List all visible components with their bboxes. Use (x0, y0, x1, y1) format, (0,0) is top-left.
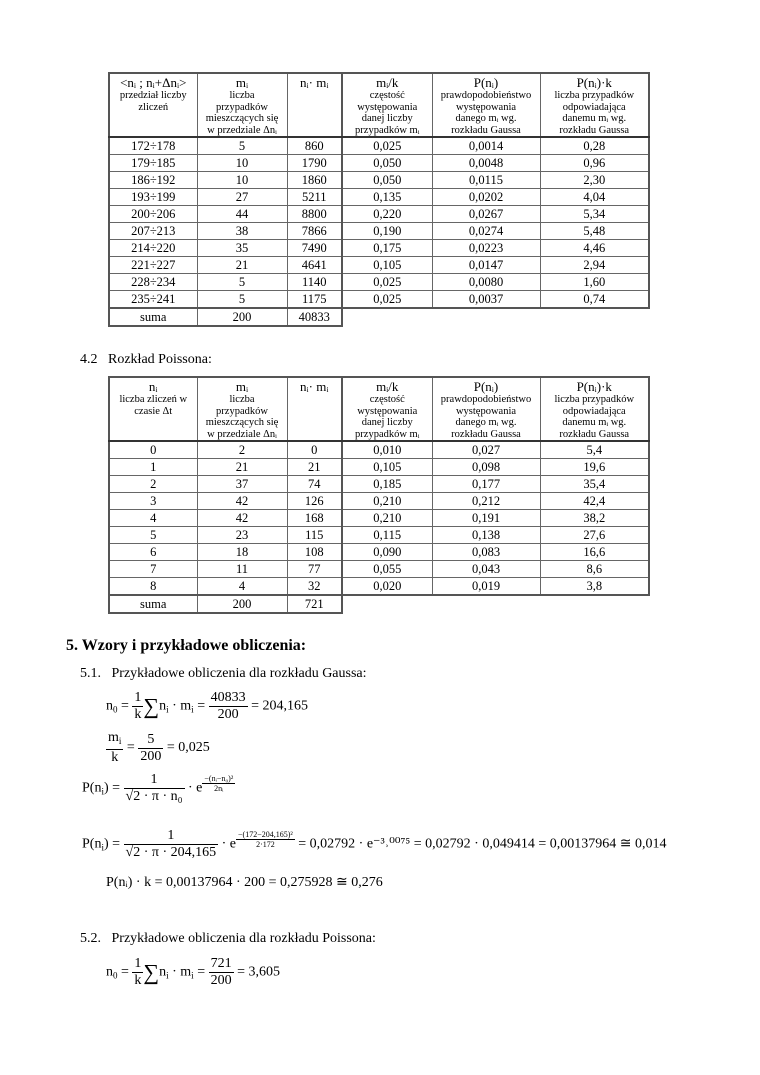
table-cell: 0,0274 (432, 223, 540, 240)
header-subtitle: liczba przypadków (554, 90, 635, 102)
poisson-table (108, 376, 650, 614)
table-cell: 0,019 (432, 578, 540, 596)
table-cell: 5 (197, 137, 287, 155)
header-title: nᵢ· mᵢ (300, 379, 329, 394)
table-cell: 0,027 (432, 441, 540, 459)
header-subtitle: przypadków (216, 405, 268, 417)
table-cell: 0,0147 (432, 257, 540, 274)
table-row (109, 291, 649, 309)
table-cell: 1175 (287, 291, 342, 309)
table-cell: 38,2 (540, 510, 649, 527)
table-cell: 0,083 (432, 544, 540, 561)
header-subtitle: częstość (369, 90, 405, 102)
header-subtitle: przypadków (216, 101, 268, 113)
table-cell: 3 (109, 493, 197, 510)
table-cell: 0,74 (540, 291, 649, 309)
header-subtitle: występowania (357, 405, 418, 417)
table-cell: 23 (197, 527, 287, 544)
table-row (109, 578, 649, 596)
table-cell: 74 (287, 476, 342, 493)
table-cell: 4 (109, 510, 197, 527)
table-cell: 27 (197, 189, 287, 206)
empty-cell (342, 595, 432, 613)
table-cell: 35,4 (540, 476, 649, 493)
table-cell: 1 (109, 459, 197, 476)
table-cell: 8 (109, 578, 197, 596)
table-cell: 5 (109, 527, 197, 544)
table-row (109, 544, 649, 561)
table-cell: 221÷227 (109, 257, 197, 274)
table-cell: 193÷199 (109, 189, 197, 206)
table-cell: 35 (197, 240, 287, 257)
table-cell: 0,055 (342, 561, 432, 578)
header-title: mᵢ/k (376, 75, 399, 90)
header-subtitle: danemu mᵢ wg. (562, 417, 627, 429)
empty-cell (342, 308, 432, 326)
table-cell: 5,34 (540, 206, 649, 223)
table-cell: 1790 (287, 155, 342, 172)
header-subtitle: liczba (229, 394, 255, 406)
table-cell: 5 (197, 274, 287, 291)
header-title: mᵢ/k (376, 379, 399, 394)
table-row (109, 441, 649, 459)
table-cell: 5 (197, 291, 287, 309)
header-title: nᵢ· mᵢ (300, 75, 329, 90)
table-cell: 2,94 (540, 257, 649, 274)
table-cell: 235÷241 (109, 291, 197, 309)
column-header (197, 73, 287, 137)
table-row (109, 206, 649, 223)
table-cell: 0,0048 (432, 155, 540, 172)
sum-cell: suma (109, 308, 197, 326)
table-cell: 0,090 (342, 544, 432, 561)
header-subtitle: rozkładu Gaussa (559, 124, 630, 136)
header-subtitle: danej liczby (361, 417, 413, 429)
table-cell: 0,025 (342, 291, 432, 309)
table-row (109, 561, 649, 578)
table-cell: 37 (197, 476, 287, 493)
table-cell: 0 (109, 441, 197, 459)
column-header (540, 73, 649, 137)
column-header (197, 377, 287, 441)
table-cell: 4,04 (540, 189, 649, 206)
table-cell: 8800 (287, 206, 342, 223)
header-subtitle: prawdopodobieństwo (440, 394, 532, 406)
table-cell: 16,6 (540, 544, 649, 561)
header-subtitle: mieszczących się (205, 113, 279, 125)
header-subtitle: rozkładu Gaussa (451, 124, 521, 136)
table-cell: 5211 (287, 189, 342, 206)
table-cell: 0,28 (540, 137, 649, 155)
header-title: P(nᵢ)·k (576, 75, 612, 90)
table-cell: 860 (287, 137, 342, 155)
table-row (109, 274, 649, 291)
table-cell: 3,8 (540, 578, 649, 596)
header-subtitle: występowania (455, 405, 517, 417)
header-subtitle: czasie Δt (134, 405, 173, 417)
table-cell: 27,6 (540, 527, 649, 544)
table-cell: 0,0115 (432, 172, 540, 189)
empty-cell (432, 595, 540, 613)
header-subtitle: liczba przypadków (554, 394, 635, 406)
column-header (342, 377, 432, 441)
header-title: nᵢ (148, 379, 158, 394)
table-cell: 4 (197, 578, 287, 596)
header-subtitle: danemu mᵢ wg. (562, 113, 627, 125)
empty-cell (432, 308, 540, 326)
table-cell: 19,6 (540, 459, 649, 476)
header-subtitle: przypadków mᵢ (355, 428, 420, 440)
table-cell: 5,48 (540, 223, 649, 240)
sum-row (109, 308, 649, 326)
sum-cell: 721 (287, 595, 342, 613)
table-cell: 1,60 (540, 274, 649, 291)
table-cell: 172÷178 (109, 137, 197, 155)
column-header (109, 73, 197, 137)
table-cell: 0,0037 (432, 291, 540, 309)
table-row (109, 510, 649, 527)
table-cell: 0,0080 (432, 274, 540, 291)
table-cell: 1860 (287, 172, 342, 189)
table-cell: 168 (287, 510, 342, 527)
header-subtitle: liczba zliczeń w (119, 394, 188, 406)
table-cell: 5,4 (540, 441, 649, 459)
table-cell: 42 (197, 493, 287, 510)
table-row (109, 137, 649, 155)
table-cell: 207÷213 (109, 223, 197, 240)
header-subtitle: odpowiadająca (562, 101, 626, 113)
column-header (342, 73, 432, 137)
table-cell: 21 (197, 257, 287, 274)
table-cell: 32 (287, 578, 342, 596)
column-header (287, 377, 342, 441)
header-subtitle: danego mᵢ wg. (455, 417, 517, 429)
table-row (109, 476, 649, 493)
table-cell: 0,050 (342, 172, 432, 189)
header-subtitle: występowania (357, 101, 418, 113)
table-row (109, 493, 649, 510)
table-cell: 7490 (287, 240, 342, 257)
sum-cell: 200 (197, 595, 287, 613)
table-row (109, 155, 649, 172)
header-subtitle: danego mᵢ wg. (455, 113, 517, 125)
column-header (432, 73, 540, 137)
table-cell: 21 (287, 459, 342, 476)
table-cell: 4641 (287, 257, 342, 274)
formula-pk: P(nᵢ) · k = 0,00137964 · 200 = 0,275928 ≅ 0,276 (106, 875, 383, 890)
table-cell: 77 (287, 561, 342, 578)
column-header (540, 377, 649, 441)
table-cell: 6 (109, 544, 197, 561)
column-header (109, 377, 197, 441)
table-cell: 0,96 (540, 155, 649, 172)
table-cell: 0,020 (342, 578, 432, 596)
header-title: mᵢ (235, 75, 249, 90)
table-row (109, 240, 649, 257)
table-cell: 0,105 (342, 459, 432, 476)
table-cell: 0,010 (342, 441, 432, 459)
table-cell: 0,0267 (432, 206, 540, 223)
table-cell: 0,212 (432, 493, 540, 510)
table-cell: 10 (197, 155, 287, 172)
header-title: P(nᵢ) (473, 379, 499, 394)
table-cell: 214÷220 (109, 240, 197, 257)
table-cell: 0,175 (342, 240, 432, 257)
table-cell: 0,025 (342, 137, 432, 155)
subsection-5-2: 5.2. Przykładowe obliczenia dla rozkładu Poissona: (80, 931, 376, 946)
table-cell: 0,210 (342, 493, 432, 510)
header-subtitle: występowania (455, 101, 517, 113)
header-subtitle: częstość (369, 394, 405, 406)
table-cell: 0,220 (342, 206, 432, 223)
sum-cell: suma (109, 595, 197, 613)
header-subtitle: w przedziale Δnᵢ (207, 428, 277, 440)
table-cell: 7 (109, 561, 197, 578)
sum-cell: 200 (197, 308, 287, 326)
table-cell: 0,177 (432, 476, 540, 493)
table-cell: 2 (197, 441, 287, 459)
table-cell: 11 (197, 561, 287, 578)
table-row (109, 189, 649, 206)
table-row (109, 172, 649, 189)
table-cell: 38 (197, 223, 287, 240)
table-cell: 42,4 (540, 493, 649, 510)
table-cell: 0,210 (342, 510, 432, 527)
header-subtitle: zliczeń (138, 101, 169, 113)
table-cell: 0,138 (432, 527, 540, 544)
sum-cell: 40833 (287, 308, 342, 326)
table-cell: 42 (197, 510, 287, 527)
section-5-title: 5. Wzory i przykładowe obliczenia: (66, 637, 307, 654)
table-cell: 0,0202 (432, 189, 540, 206)
table-cell: 115 (287, 527, 342, 544)
header-title: mᵢ (235, 379, 249, 394)
subsection-5-1: 5.1. Przykładowe obliczenia dla rozkładu Gaussa: (80, 666, 367, 681)
table-cell: 21 (197, 459, 287, 476)
table-cell: 0,191 (432, 510, 540, 527)
formula-n0-poisson: $n_0$ = $\frac{1}{k}$ $\sum n_i \cdot m_i$ = $\frac{721}{200}$ = 3,605 (106, 956, 280, 988)
table-cell: 200÷206 (109, 206, 197, 223)
table-cell: 10 (197, 172, 287, 189)
header-title: P(nᵢ)·k (576, 379, 612, 394)
table-cell: 8,6 (540, 561, 649, 578)
formula-p-numeric: $P(n_i)$ = $\frac{1}{√2 \cdot \pi \cdot 204,165}$ · e $^{\frac{\text{−(172−204,165)²}}{2\cdot 172}}$ = 0,02792 · e⁻³˒⁰⁰⁷⁵ = 0,02792 · 0,049414 = 0,00137964 ≅ 0,014 (82, 828, 667, 860)
header-subtitle: liczba (229, 90, 255, 102)
table-cell: 0,025 (342, 274, 432, 291)
table-row (109, 527, 649, 544)
table-cell: 0,0014 (432, 137, 540, 155)
table-cell: 179÷185 (109, 155, 197, 172)
table-row (109, 223, 649, 240)
table-cell: 0 (287, 441, 342, 459)
table-row (109, 257, 649, 274)
header-subtitle: przedział liczby (119, 90, 187, 102)
formula-p-general: $P(n_i)$ = $\frac{1}{\text{√2 · π · n₀}}$ · e $^{\frac{\text{−(nᵢ−n₀)²}}{\text{2nᵢ}}}$ (82, 772, 234, 804)
table-cell: 44 (197, 206, 287, 223)
table-cell: 2,30 (540, 172, 649, 189)
header-title: <nᵢ ; nᵢ+Δnᵢ> (120, 75, 187, 90)
header-subtitle: danej liczby (361, 113, 413, 125)
header-subtitle: prawdopodobieństwo (440, 90, 532, 102)
empty-cell (540, 308, 649, 326)
header-title: P(nᵢ) (473, 75, 499, 90)
table-cell: 126 (287, 493, 342, 510)
table-cell: 0,190 (342, 223, 432, 240)
header-subtitle: mieszczących się (205, 417, 279, 429)
table-cell: 0,135 (342, 189, 432, 206)
table-cell: 0,043 (432, 561, 540, 578)
table-cell: 228÷234 (109, 274, 197, 291)
table-cell: 0,105 (342, 257, 432, 274)
table-cell: 0,098 (432, 459, 540, 476)
table-cell: 0,050 (342, 155, 432, 172)
sum-row (109, 595, 649, 613)
column-header (432, 377, 540, 441)
table-header-row (109, 377, 649, 441)
header-subtitle: rozkładu Gaussa (559, 428, 630, 440)
header-subtitle: w przedziale Δnᵢ (207, 124, 277, 136)
table-cell: 0,115 (342, 527, 432, 544)
header-subtitle: przypadków mᵢ (355, 124, 420, 136)
header-subtitle: odpowiadająca (562, 405, 626, 417)
table-cell: 108 (287, 544, 342, 561)
formula-mi-k: $\frac{m_i}{k}$ = $\frac{5}{200}$ = 0,025 (108, 730, 210, 765)
header-subtitle: rozkładu Gaussa (451, 428, 521, 440)
poisson-heading: 4.2 Rozkład Poissona: (80, 352, 212, 367)
formula-n0-gauss: $n_0$ = $\frac{1}{k}$ $\sum n_i \cdot m_i$ = $\frac{40833}{200}$ = 204,165 (106, 690, 308, 722)
table-header-row (109, 73, 649, 137)
table-cell: 0,185 (342, 476, 432, 493)
column-header (287, 73, 342, 137)
table-cell: 1140 (287, 274, 342, 291)
gauss-table (108, 72, 650, 327)
table-cell: 7866 (287, 223, 342, 240)
empty-cell (540, 595, 649, 613)
table-cell: 0,0223 (432, 240, 540, 257)
table-cell: 2 (109, 476, 197, 493)
table-cell: 4,46 (540, 240, 649, 257)
table-cell: 18 (197, 544, 287, 561)
table-row (109, 459, 649, 476)
table-cell: 186÷192 (109, 172, 197, 189)
